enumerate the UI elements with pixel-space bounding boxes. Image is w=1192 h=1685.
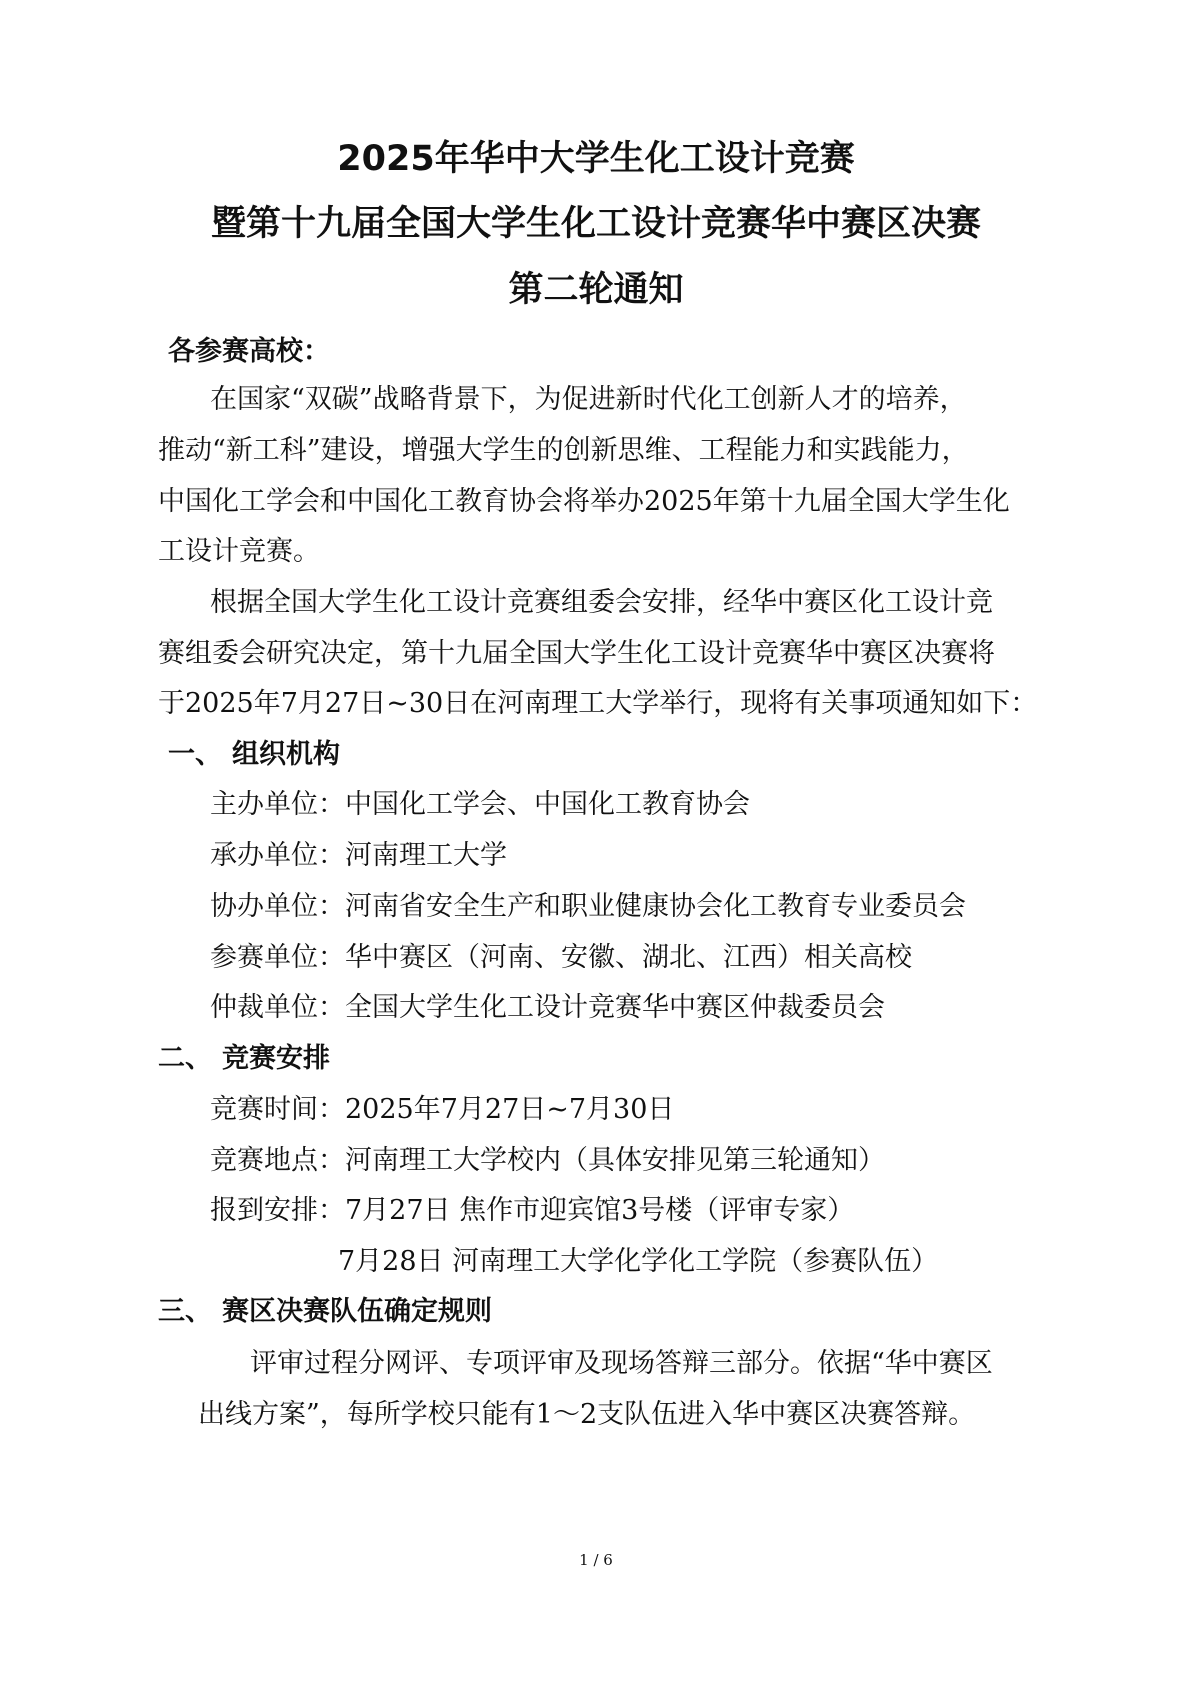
section-1-number: 一、 <box>168 739 222 770</box>
intro-p1-line-4: 工设计竞赛。 <box>158 536 320 567</box>
section-1-item-3: 协办单位：河南省安全生产和职业健康协会化工教育专业委员会 <box>210 891 966 922</box>
section-2-title: 竞赛安排 <box>222 1043 330 1074</box>
section-1-item-4: 参赛单位：华中赛区（河南、安徽、湖北、江西）相关高校 <box>210 942 912 973</box>
section-1-item-1: 主办单位：中国化工学会、中国化工教育协会 <box>210 789 750 820</box>
intro-p1-line-1: 在国家“双碳”战略背景下，为促进新时代化工创新人才的培养， <box>210 384 967 415</box>
section-2-item-2: 竞赛地点：河南理工大学校内（具体安排见第三轮通知） <box>210 1145 885 1176</box>
section-3-line-1: 评审过程分网评、专项评审及现场答辩三部分。依据“华中赛区 <box>250 1348 993 1379</box>
section-2-item-3: 报到安排：7月27日 焦作市迎宾馆3号楼（评审专家） <box>210 1195 855 1226</box>
section-3-number: 三、 <box>158 1296 212 1327</box>
title-line-1: 2025年华中大学生化工设计竞赛 <box>337 139 855 179</box>
section-2-number: 二、 <box>158 1043 212 1074</box>
title-line-3: 第二轮通知 <box>508 270 684 310</box>
section-2-item-4: 7月28日 河南理工大学化学化工学院（参赛队伍） <box>338 1246 939 1277</box>
section-2-heading <box>158 1041 330 1077</box>
intro-p2-line-3: 于2025年7月27日~30日在河南理工大学举行，现将有关事项通知如下： <box>158 688 1038 719</box>
section-3-heading <box>158 1294 492 1330</box>
section-1-item-2: 承办单位：河南理工大学 <box>210 840 507 871</box>
intro-p2-line-1: 根据全国大学生化工设计竞赛组委会安排，经华中赛区化工设计竞 <box>210 587 993 618</box>
section-3-line-2: 出线方案”，每所学校只能有1～2支队伍进入华中赛区决赛答辩。 <box>198 1399 976 1430</box>
intro-p1-line-3: 中国化工学会和中国化工教育协会将举办2025年第十九届全国大学生化 <box>158 486 1010 517</box>
salutation: 各参赛高校： <box>168 336 330 367</box>
intro-p2-line-2: 赛组委会研究决定，第十九届全国大学生化工设计竞赛华中赛区决赛将 <box>158 638 995 669</box>
page-number: 1 / 6 <box>579 1551 613 1569</box>
section-1-heading <box>168 737 340 773</box>
section-1-title: 组织机构 <box>232 739 340 770</box>
section-3-title: 赛区决赛队伍确定规则 <box>222 1296 492 1327</box>
title-line-2: 暨第十九届全国大学生化工设计竞赛华中赛区决赛 <box>210 204 981 244</box>
section-1-item-5: 仲裁单位：全国大学生化工设计竞赛华中赛区仲裁委员会 <box>210 992 885 1023</box>
section-2-item-1: 竞赛时间：2025年7月27日~7月30日 <box>210 1094 675 1125</box>
intro-p1-line-2: 推动“新工科”建设，增强大学生的创新思维、工程能力和实践能力， <box>158 435 969 466</box>
